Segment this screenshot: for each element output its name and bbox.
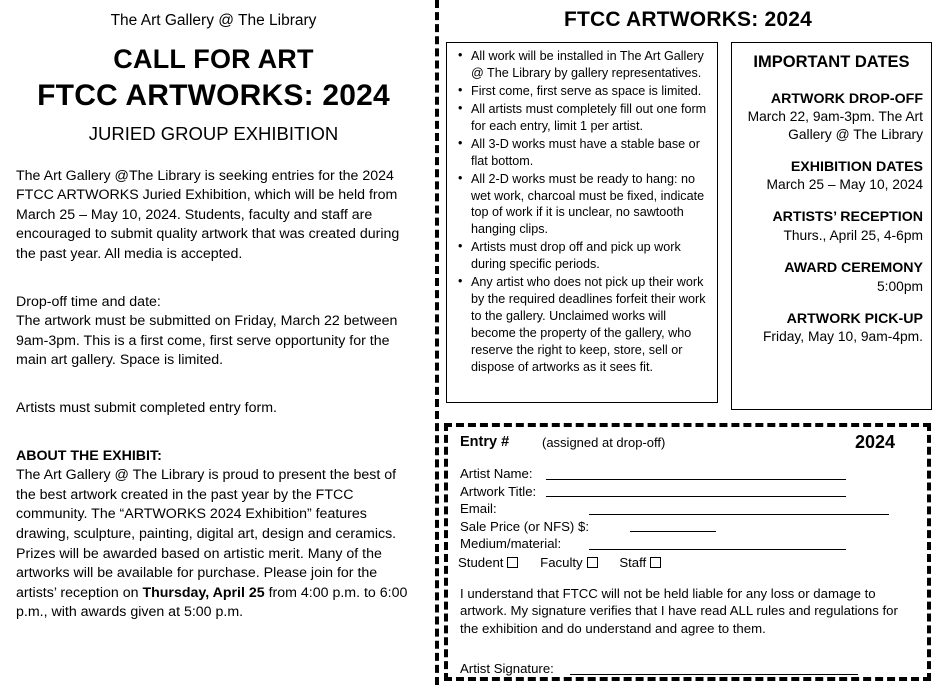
rule-text: All 3-D works must have a stable base or flat bottom.: [471, 136, 700, 168]
date-block-award: [740, 260, 923, 295]
entry-number-label: Entry #: [460, 434, 510, 450]
rule-item: [451, 101, 711, 135]
about-text-part2: from 4:00 p.m. to 6:00 p.m., with awards given at 5:00 p.m.: [16, 584, 408, 621]
rule-item: [451, 274, 711, 376]
email-input[interactable]: [589, 514, 889, 515]
important-dates-heading: IMPORTANT DATES: [753, 53, 910, 71]
spacer: [16, 371, 411, 399]
field-label: Email:: [460, 501, 497, 516]
about-paragraph: [16, 466, 411, 623]
field-label: Sale Price (or NFS) $:: [460, 518, 589, 534]
date-label: ARTWORK DROP-OFF: [770, 90, 923, 107]
checkbox-label: Student: [458, 554, 504, 570]
checkbox-icon[interactable]: [650, 557, 661, 568]
rule-item: [451, 171, 711, 239]
bullet-icon: •: [458, 82, 463, 97]
bullet-icon: •: [458, 170, 463, 185]
sale-price-input[interactable]: [630, 531, 716, 532]
rule-item: [451, 239, 711, 273]
field-medium-material: [458, 535, 919, 553]
date-label: EXHIBITION DATES: [790, 158, 923, 175]
entry-form: [444, 423, 931, 681]
date-block-pick-up: [740, 311, 923, 346]
checkbox-icon[interactable]: [507, 557, 518, 568]
checkbox-icon[interactable]: [587, 557, 598, 568]
affiliation-checkbox-row: [458, 553, 919, 572]
cut-line-divider: [435, 0, 439, 685]
field-label: Artwork Title:: [460, 483, 537, 499]
field-email: [458, 500, 919, 518]
entry-form-year: 2024: [854, 432, 895, 452]
entry-form-fields: [458, 465, 919, 572]
rule-text: First come, first serve as space is limited.: [471, 83, 702, 98]
checkbox-faculty[interactable]: [540, 553, 598, 572]
entry-form-header: [458, 433, 919, 455]
gallery-kicker: The Art Gallery @ The Library: [110, 12, 317, 29]
dropoff-heading: Drop-off time and date:: [16, 293, 161, 310]
date-value: Thurs., April 25, 4-6pm: [783, 227, 923, 243]
signature-label: Artist Signature:: [460, 660, 554, 676]
page-title: FTCC ARTWORKS: 2024: [37, 78, 390, 112]
spacer: [16, 419, 411, 447]
liability-disclaimer: I understand that FTCC will not be held liable for any loss or damage to artwork. My signature verifies that I have read ALL rules and regulations for the exhibition and do understand and agree to them.: [460, 585, 898, 636]
rule-text: Any artist who does not pick up their work by the required deadlines forfeit their work to the gallery. Unclaimed works will become the property of the gallery, who reserve the right to keep, store, sell or dispose of artworks as it sees fit.: [471, 275, 706, 374]
date-label: ARTWORK PICK-UP: [786, 310, 923, 327]
field-label: Medium/material:: [460, 536, 562, 551]
date-value: Friday, May 10, 9am-4pm.: [763, 329, 923, 345]
right-column: [443, 0, 940, 685]
field-artwork-title: [458, 483, 919, 501]
bullet-icon: •: [458, 274, 463, 289]
signature-row: [458, 660, 919, 678]
date-value: March 22, 9am-3pm. The Art Gallery @ The Library: [747, 109, 923, 142]
dropoff-paragraph: The artwork must be submitted on Friday, March 22 between 9am-3pm. This is a first come, first serve opportunity for the main art gallery. Space is limited.: [16, 313, 398, 369]
exhibition-subtitle: JURIED GROUP EXHIBITION: [88, 123, 339, 145]
rule-item: [451, 136, 711, 170]
about-text-part1: The Art Gallery @ The Library is proud to present the best of the best artwork created in the past year by the FTCC community. The “ARTWORKS 2024 Exhibition” features drawing, sculpture, painting, digital art, design and ceramics. Prizes will be awarded based on artistic merit. Many of the artworks will be available for purchase. Please join for the artists’ reception on: [16, 467, 397, 601]
date-label: ARTISTS’ RECEPTION: [772, 209, 923, 226]
field-artist-name: [458, 465, 919, 483]
medium-material-input[interactable]: [589, 549, 846, 550]
date-block-drop-off: [740, 91, 923, 143]
checkbox-label: Staff: [619, 554, 647, 570]
call-for-art-heading: CALL FOR ART: [113, 43, 314, 74]
rules-box: [446, 42, 718, 403]
left-column: [0, 0, 425, 685]
bullet-icon: •: [458, 100, 463, 115]
about-reception-date: Thursday, April 25: [142, 584, 265, 601]
rules-list: [451, 48, 711, 376]
date-label: AWARD CEREMONY: [784, 260, 923, 276]
bullet-icon: •: [458, 135, 463, 150]
field-sale-price: [458, 518, 919, 536]
checkbox-student[interactable]: [458, 553, 518, 572]
rule-item: [451, 48, 711, 82]
rule-text: All artists must completely fill out one form for each entry, limit 1 per artist.: [471, 101, 707, 133]
date-value: 5:00pm: [876, 278, 923, 294]
entry-number-note: (assigned at drop-off): [542, 435, 666, 450]
right-column-title: FTCC ARTWORKS: 2024: [563, 8, 813, 31]
artist-signature-input[interactable]: [570, 674, 858, 675]
bullet-icon: •: [458, 48, 463, 62]
entry-form-note: Artists must submit completed entry form.: [16, 399, 277, 416]
rule-item: [451, 83, 711, 100]
bullet-icon: •: [458, 239, 463, 254]
date-block-reception: [740, 209, 923, 244]
artist-name-input[interactable]: [546, 479, 846, 480]
date-block-exhibition: [740, 159, 923, 194]
intro-paragraph: The Art Gallery @The Library is seeking entries for the 2024 FTCC ARTWORKS Juried Exhibition, which will be held from March 25 – May 10, 2024. Students, faculty and staff are encouraged to submit quality artwork that was created during the past year. All media is accepted.: [16, 167, 400, 262]
checkbox-staff[interactable]: [619, 553, 661, 572]
date-value: March 25 – May 10, 2024: [766, 177, 923, 193]
artwork-title-input[interactable]: [546, 496, 846, 497]
about-heading: ABOUT THE EXHIBIT:: [16, 447, 162, 464]
checkbox-label: Faculty: [540, 554, 583, 570]
field-label: Artist Name:: [460, 466, 533, 481]
important-dates-box: [731, 42, 932, 410]
rule-text: All 2-D works must be ready to hang: no wet work, charcoal must be fixed, indicate top of work if it is unclear, no sawtooth hanging clips.: [471, 171, 705, 237]
rule-text: Artists must drop off and pick up work during specific periods.: [471, 240, 681, 272]
rule-text: All work will be installed in The Art Gallery @ The Library by gallery representatives.: [471, 49, 704, 80]
spacer: [16, 265, 411, 293]
